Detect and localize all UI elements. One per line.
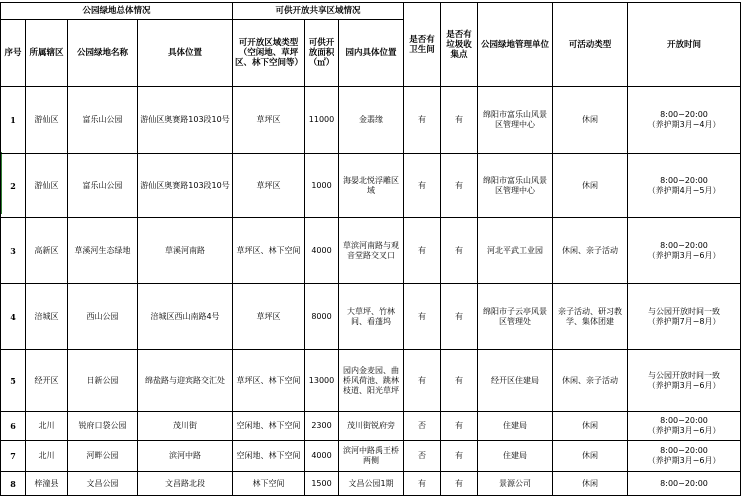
cell-manager: 绵阳市子云亭风景区管理处 (478, 284, 553, 350)
cell-park: 锐府口袋公园 (68, 412, 138, 441)
cell-activity: 休闲 (553, 441, 628, 472)
cell-district: 游仙区 (26, 87, 68, 154)
table-row (1, 87, 741, 154)
cell-activity: 休闲 (553, 154, 628, 218)
cell-manager: 经开区住建局 (478, 350, 553, 412)
cell-manager: 住建局 (478, 412, 553, 441)
header-park-name: 公园绿地名称 (68, 20, 138, 87)
cell-seq: 8 (1, 472, 26, 496)
cell-area: 4000 (305, 218, 339, 284)
cell-area-type: 草坪区、林下空间 (233, 218, 305, 284)
cell-inner: 草滨河南路与观音堂路交叉口 (339, 218, 404, 284)
cell-seq: 1 (1, 87, 26, 154)
table-row (1, 472, 741, 496)
header-manager: 公园绿地管理单位 (478, 3, 553, 87)
header-area-size: 可供开放面积（㎡） (305, 20, 339, 87)
cell-trash: 有 (441, 441, 478, 472)
table-row (1, 350, 741, 412)
open-time-maintenance: （养护期3月−4月） (647, 120, 721, 129)
cell-manager: 绵阳市富乐山风景区管理中心 (478, 87, 553, 154)
cell-park: 富乐山公园 (68, 87, 138, 154)
header-district: 所属辖区 (26, 20, 68, 87)
cell-open-time (628, 154, 741, 218)
open-time-hours: 8:00−20:00 (660, 110, 708, 119)
cell-open-time (628, 87, 741, 154)
cell-seq: 6 (1, 412, 26, 441)
cell-inner: 园内金麦园、曲桥风荷池、跳林枝道、阳光草坪 (339, 350, 404, 412)
cell-trash: 有 (441, 218, 478, 284)
cell-open-time (628, 284, 741, 350)
cell-park: 草溪河生态绿地 (68, 218, 138, 284)
cell-district: 高新区 (26, 218, 68, 284)
open-time-maintenance: （养护期3月−6月） (647, 456, 721, 465)
cell-trash: 有 (441, 87, 478, 154)
cell-restroom: 否 (404, 441, 441, 472)
open-time-hours: 与公园开放时间一致 (648, 370, 721, 380)
park-open-area-table (0, 2, 741, 496)
cell-inner: 滨河中路禹王桥两侧 (339, 441, 404, 472)
cell-park: 文昌公园 (68, 472, 138, 496)
cell-area-type: 草坪区 (233, 87, 305, 154)
cell-seq: 5 (1, 350, 26, 412)
cell-restroom: 有 (404, 284, 441, 350)
open-time-hours: 8:00−20:00 (660, 175, 708, 185)
cell-restroom: 有 (404, 350, 441, 412)
table-row (1, 218, 741, 284)
cell-area-type: 草坪区、林下空间 (233, 350, 305, 412)
cell-district: 经开区 (26, 350, 68, 412)
cell-location: 游仙区奥赛路103段10号 (138, 154, 233, 218)
cell-activity: 休闲 (553, 412, 628, 441)
cell-seq: 7 (1, 441, 26, 472)
header-location: 具体位置 (138, 20, 233, 87)
cell-area-type: 草坪区 (233, 284, 305, 350)
cell-manager: 河北平武工业园 (478, 218, 553, 284)
open-time-hours: 8:00−20:00 (660, 416, 708, 425)
cell-restroom: 否 (404, 412, 441, 441)
cell-restroom: 有 (404, 154, 441, 218)
header-has-trash: 是否有垃圾收集点 (441, 3, 478, 87)
cell-manager: 绵阳市富乐山风景区管理中心 (478, 154, 553, 218)
cell-activity: 休闲、亲子活动 (553, 218, 628, 284)
open-time-maintenance: （养护期3月−6月） (647, 380, 721, 390)
open-time-hours: 与公园开放时间一致 (648, 306, 721, 316)
cell-area: 13000 (305, 350, 339, 412)
open-time-maintenance: （养护期3月−6月） (647, 250, 721, 260)
cell-park: 富乐山公园 (68, 154, 138, 218)
cell-location: 涪城区西山南路4号 (138, 284, 233, 350)
table-row (1, 441, 741, 472)
header-area-type: 可开放区域类型（空闲地、草坪区、林下空间等） (233, 20, 305, 87)
cell-location: 滨河中路 (138, 441, 233, 472)
section-overview-header: 公园绿地总体情况 (1, 3, 233, 20)
cell-area: 1500 (305, 472, 339, 496)
cell-location: 文昌路北段 (138, 472, 233, 496)
cell-seq: 3 (1, 218, 26, 284)
cell-seq: 4 (1, 284, 26, 350)
open-time-maintenance: （养护期7月−8月） (647, 316, 721, 326)
cell-area: 8000 (305, 284, 339, 350)
cell-park: 河畔公园 (68, 441, 138, 472)
cell-restroom: 有 (404, 87, 441, 154)
cell-manager: 住建局 (478, 441, 553, 472)
cell-district: 北川 (26, 412, 68, 441)
cell-inner: 大草坪、竹林间、看蓬坞 (339, 284, 404, 350)
cell-open-time (628, 441, 741, 472)
cell-district: 梓潼县 (26, 472, 68, 496)
cell-trash: 有 (441, 350, 478, 412)
table-row (1, 412, 741, 441)
cell-location: 茂川街 (138, 412, 233, 441)
cell-trash: 有 (441, 412, 478, 441)
cell-district: 涪城区 (26, 284, 68, 350)
cell-area-type: 林下空间 (233, 472, 305, 496)
cell-restroom: 有 (404, 472, 441, 496)
cell-trash: 有 (441, 154, 478, 218)
cell-location: 绵盐路与迎宾路交汇处 (138, 350, 233, 412)
cell-activity: 休闲、亲子活动 (553, 350, 628, 412)
table-row (1, 284, 741, 350)
cell-district: 游仙区 (26, 154, 68, 218)
cell-open-time (628, 350, 741, 412)
table-row (1, 154, 741, 218)
cell-inner: 文昌公园1期 (339, 472, 404, 496)
cell-open-time (628, 218, 741, 284)
cell-park: 西山公园 (68, 284, 138, 350)
cell-trash: 有 (441, 472, 478, 496)
open-time-maintenance: （养护期4月−5月） (647, 185, 721, 195)
cell-area-type: 空闲地、林下空间 (233, 412, 305, 441)
cell-area-type: 空闲地、林下空间 (233, 441, 305, 472)
cell-activity: 亲子活动、研习教学、集体团建 (553, 284, 628, 350)
open-time-hours: 8:00−20:00 (660, 446, 708, 455)
header-has-restroom: 是否有卫生间 (404, 3, 441, 87)
cell-area-type: 草坪区 (233, 154, 305, 218)
cell-activity: 休闲 (553, 472, 628, 496)
cell-location: 游仙区奥赛路103段10号 (138, 87, 233, 154)
cell-manager: 景源公司 (478, 472, 553, 496)
cell-open-time (628, 472, 741, 496)
cell-open-time (628, 412, 741, 441)
open-time-maintenance: （养护期3月−6月） (647, 426, 721, 435)
cell-restroom: 有 (404, 218, 441, 284)
open-time-hours: 8:00−20:00 (660, 240, 708, 250)
cell-inner: 金翡缘 (339, 87, 404, 154)
header-activity-type: 可活动类型 (553, 3, 628, 87)
cell-activity: 休闲 (553, 87, 628, 154)
header-open-time: 开放时间 (628, 3, 741, 87)
cell-location: 草溪河南路 (138, 218, 233, 284)
cell-park: 日新公园 (68, 350, 138, 412)
cell-area: 4000 (305, 441, 339, 472)
cell-trash: 有 (441, 284, 478, 350)
cell-area: 2300 (305, 412, 339, 441)
cell-district: 北川 (26, 441, 68, 472)
cell-area: 11000 (305, 87, 339, 154)
section-shared-area-header: 可供开放共享区域情况 (233, 3, 404, 20)
header-seq: 序号 (1, 20, 26, 87)
cell-inner: 海晏北悦浮雕区域 (339, 154, 404, 218)
header-inner-location: 园内具体位置 (339, 20, 404, 87)
cell-seq: 2 (1, 154, 26, 218)
open-time-hours: 8:00−20:00 (660, 478, 708, 488)
cell-inner: 茂川街锐府旁 (339, 412, 404, 441)
cell-area: 1000 (305, 154, 339, 218)
